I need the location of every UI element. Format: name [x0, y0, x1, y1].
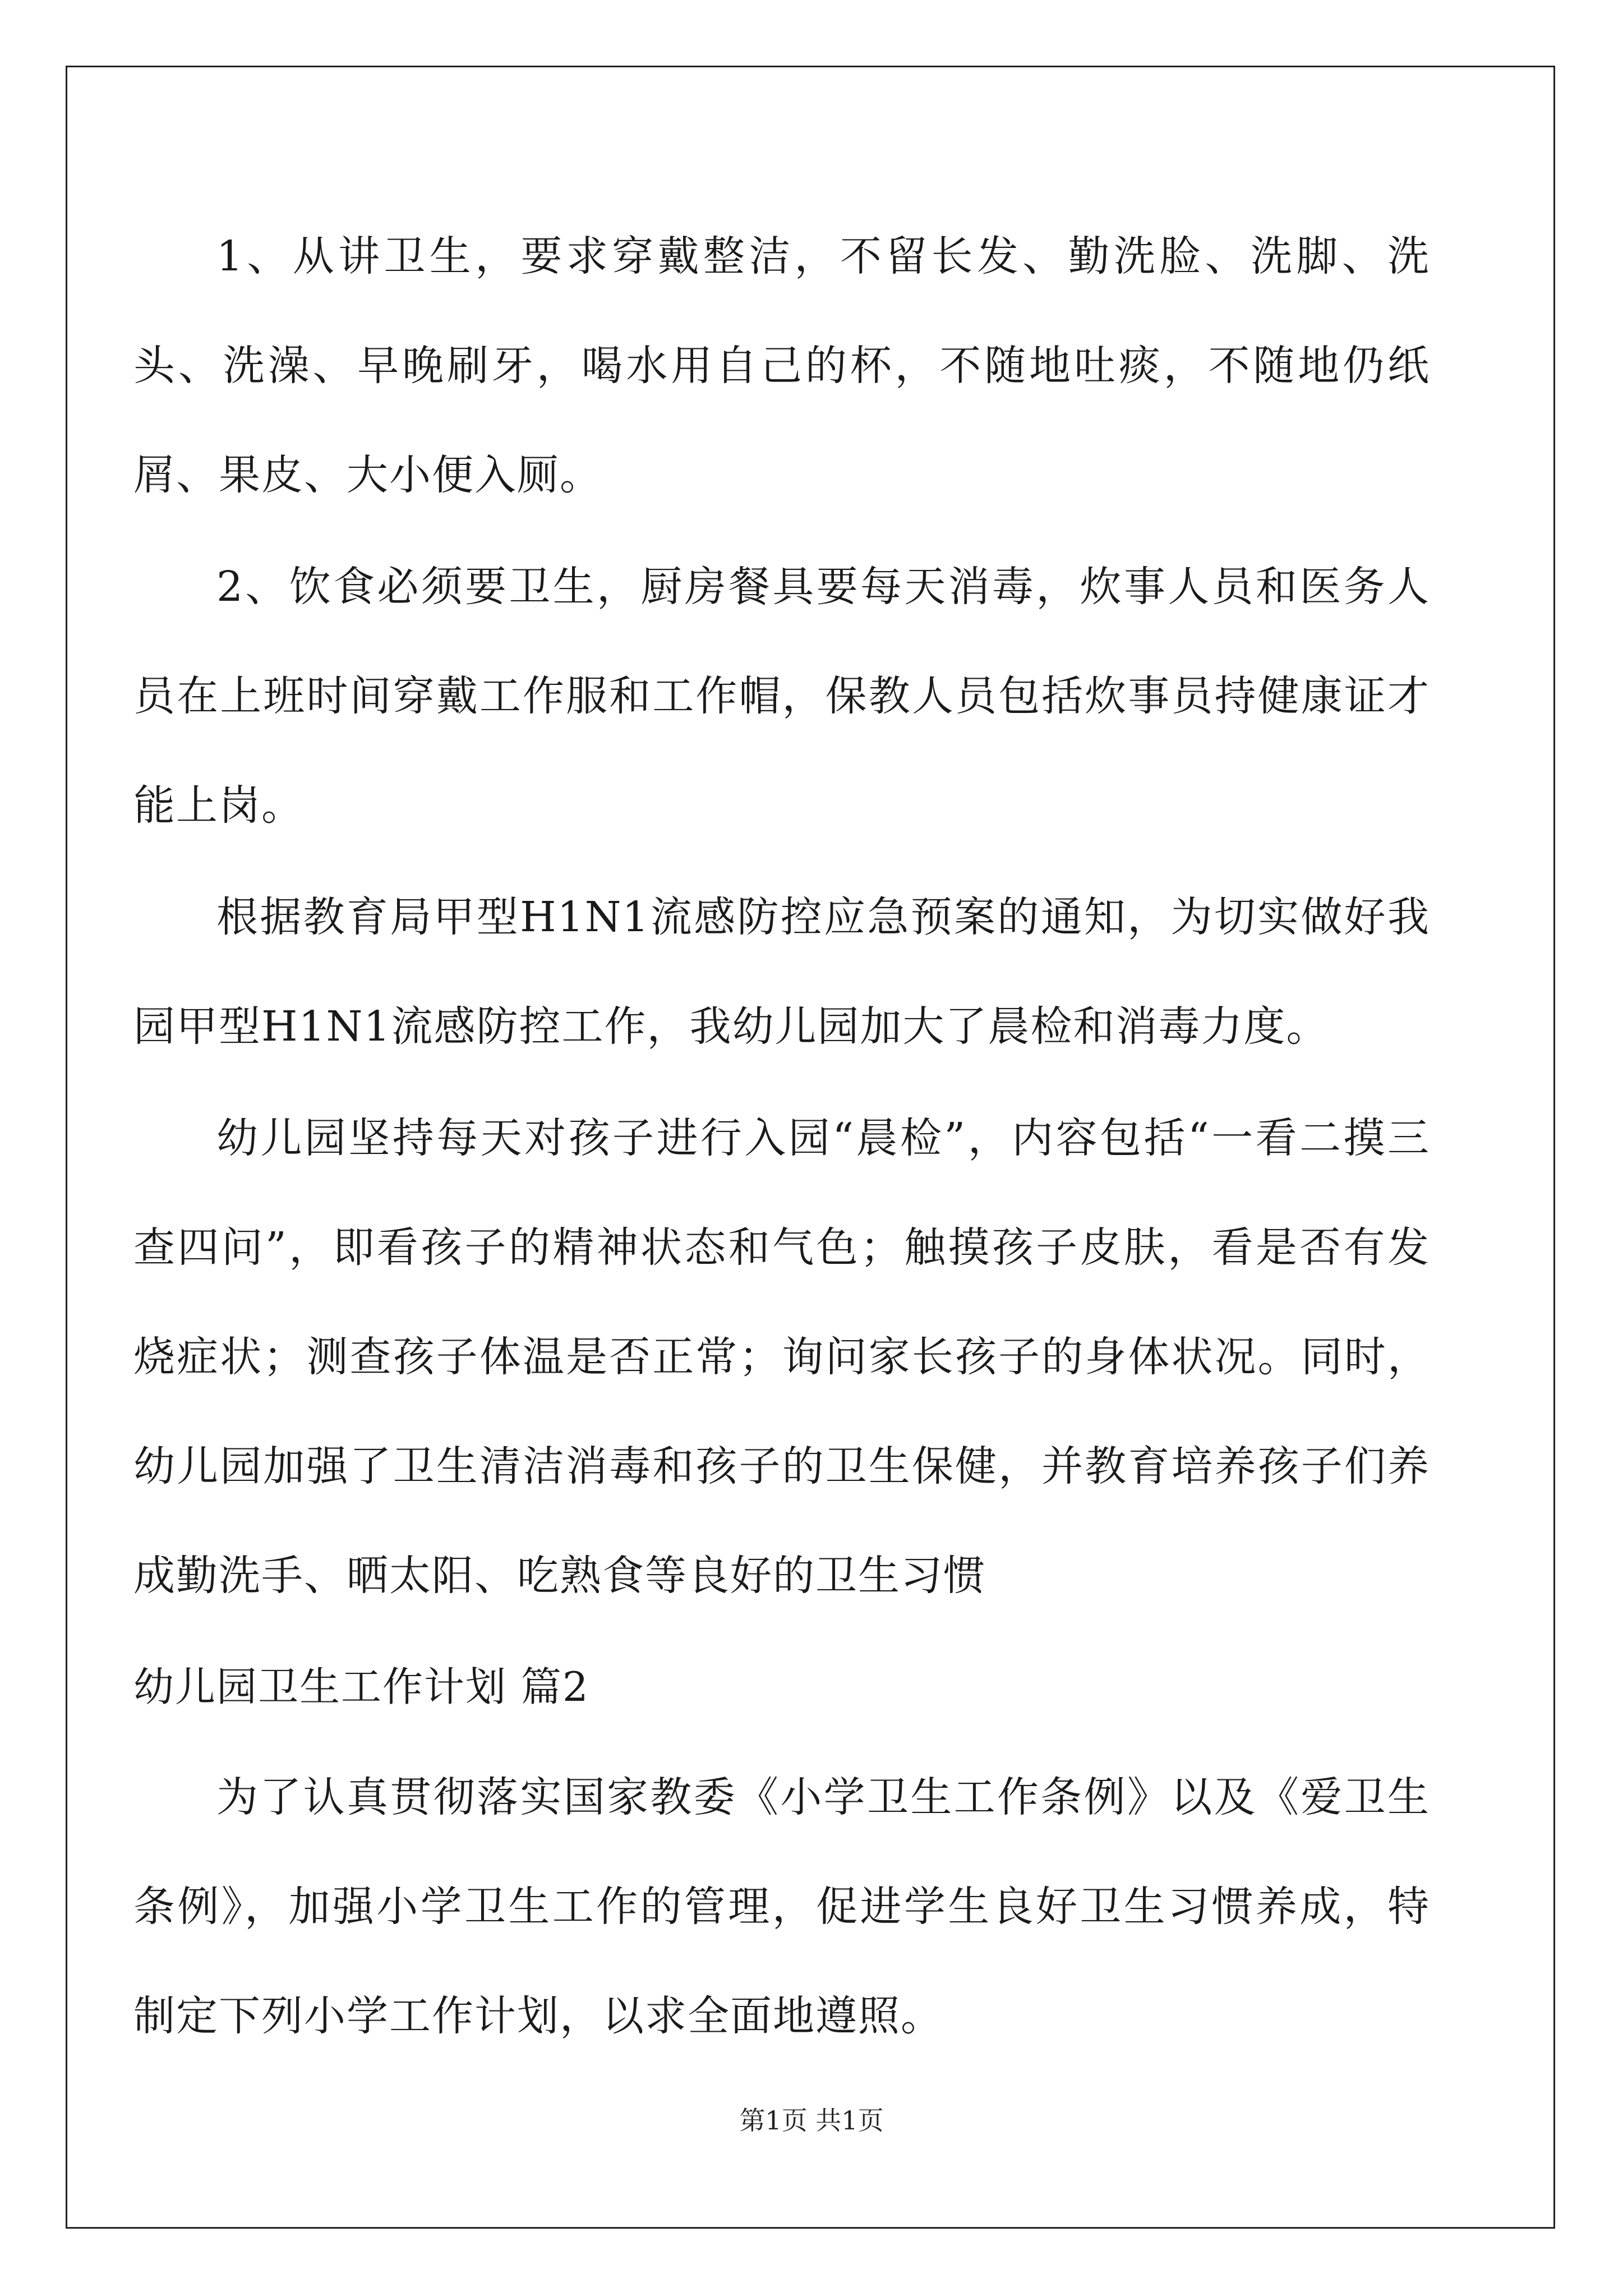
paragraph-hygiene-habits: 1、从讲卫生，要求穿戴整洁，不留长发、勤洗脸、洗脚、洗头、洗澡、早晚刷牙，喝水用自己的杯，不随地吐痰，不随地仍纸屑、果皮、大小便入厕。 — [133, 232, 1430, 499]
page-number-footer: 第1页 共1页 — [739, 2105, 884, 2136]
paragraph-morning-check: 幼儿园坚持每天对孩子进行入园“晨检”，内容包括“一看二摸三查四问”，即看孩子的精神状态和气色；触摸孩子皮肤，看是否有发烧症状；测查孩子体温是否正常；询问家长孩子的身体状况。同时，幼儿园加强了卫生清洁消毒和孩子的卫生保健，并教育培养孩子们养成勤洗手、晒太阳、吃熟食等良好的卫生习惯 — [133, 1114, 1430, 1600]
section-title: 幼儿园卫生工作计划 篇2 — [133, 1663, 589, 1710]
paragraph-plan-intro: 为了认真贯彻落实国家教委《小学卫生工作条例》以及《爱卫生条例》，加强小学卫生工作的管理，促进学生良好卫生习惯养成，特制定下列小学工作计划，以求全面地遵照。 — [133, 1773, 1430, 2040]
paragraph-h1n1-notice: 根据教育局甲型H1N1流感防控应急预案的通知，为切实做好我园甲型H1N1流感防控工作，我幼儿园加大了晨检和消毒力度。 — [133, 893, 1430, 1051]
paragraph-food-hygiene: 2、饮食必须要卫生，厨房餐具要每天消毒，炊事人员和医务人员在上班时间穿戴工作服和工作帽，保教人员包括炊事员持健康证才能上岗。 — [133, 563, 1430, 830]
document-body — [133, 202, 1430, 2071]
